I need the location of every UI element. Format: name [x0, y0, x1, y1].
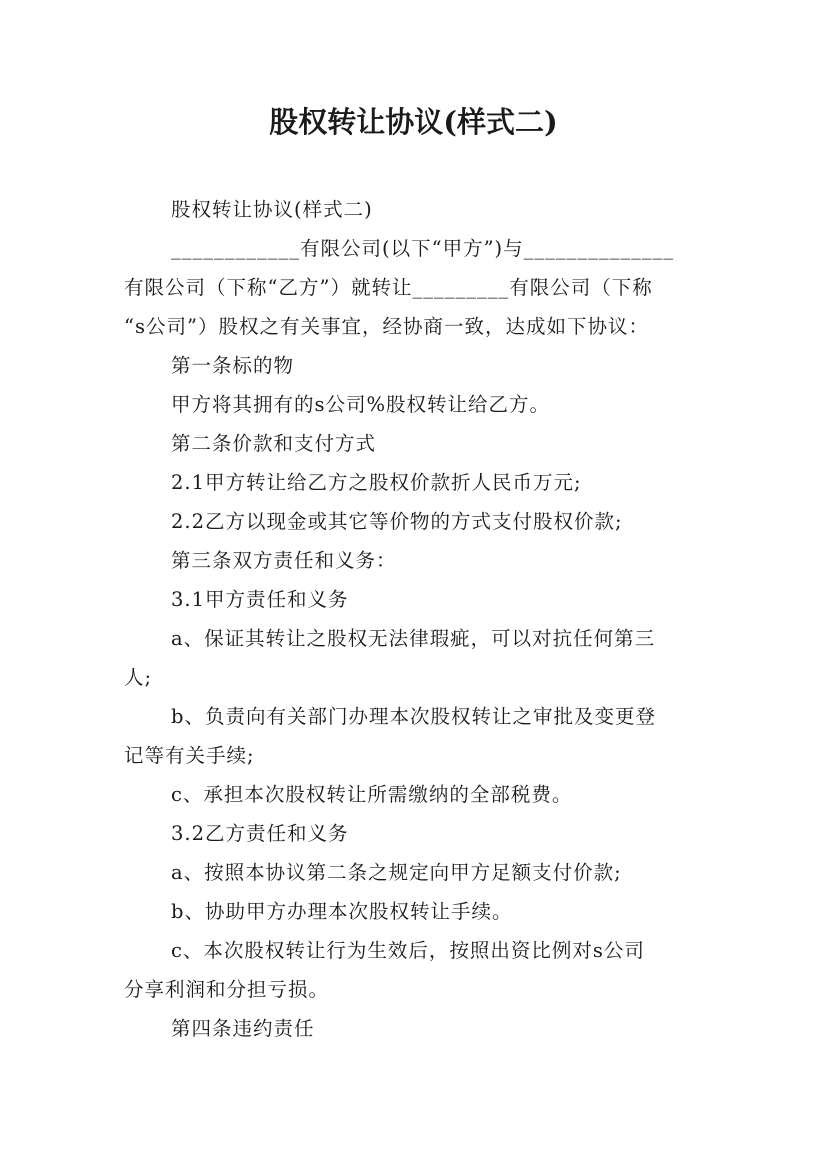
paragraph-line: b、负责向有关部门办理本次股权转让之审批及变更登 — [171, 705, 656, 728]
paragraph-line: “s公司”）股权之有关事宜，经协商一致，达成如下协议： — [124, 315, 649, 338]
document-body — [124, 190, 704, 1048]
article-1-text: 甲方将其拥有的s公司%股权转让给乙方。 — [171, 393, 551, 416]
clause-2-1: 2.1甲方转让给乙方之股权价款折人民币万元; — [171, 471, 582, 494]
paragraph-line: a、保证其转让之股权无法律瑕疵，可以对抗任何第三 — [171, 627, 656, 650]
paragraph-line: ____________有限公司(以下“甲方”)与______________ — [171, 237, 675, 260]
clause-3-2-c — [124, 931, 704, 1009]
paragraph-parties — [124, 229, 704, 346]
paragraph-line: c、本次股权转让行为生效后，按照出资比例对s公司 — [171, 939, 645, 962]
article-2-heading: 第二条价款和支付方式 — [171, 432, 377, 455]
paragraph-line: 记等有关手续; — [124, 744, 255, 767]
article-3-heading: 第三条双方责任和义务： — [171, 549, 397, 572]
clause-3-2-heading: 3.2乙方责任和义务 — [171, 822, 349, 845]
clause-3-1-b — [124, 697, 704, 775]
article-1-heading: 第一条标的物 — [171, 354, 295, 377]
clause-3-1-heading: 3.1甲方责任和义务 — [171, 588, 349, 611]
paragraph-line: 人; — [124, 666, 153, 689]
paragraph-heading: 股权转让协议(样式二) — [171, 198, 373, 221]
clause-3-2-b: b、协助甲方办理本次股权转让手续。 — [171, 900, 513, 923]
clause-3-2-a: a、按照本协议第二条之规定向甲方足额支付价款; — [171, 861, 622, 884]
paragraph-line: 分享利润和分担亏损。 — [124, 978, 330, 1001]
article-4-heading: 第四条违约责任 — [171, 1017, 315, 1040]
document-title: 股权转让协议(样式二) — [269, 105, 558, 139]
clause-3-1-a — [124, 619, 704, 697]
clause-2-2: 2.2乙方以现金或其它等价物的方式支付股权价款; — [171, 510, 623, 533]
clause-3-1-c: c、承担本次股权转让所需缴纳的全部税费。 — [171, 783, 573, 806]
paragraph-line: 有限公司（下称“乙方”）就转让_________有限公司（下称 — [124, 276, 653, 299]
